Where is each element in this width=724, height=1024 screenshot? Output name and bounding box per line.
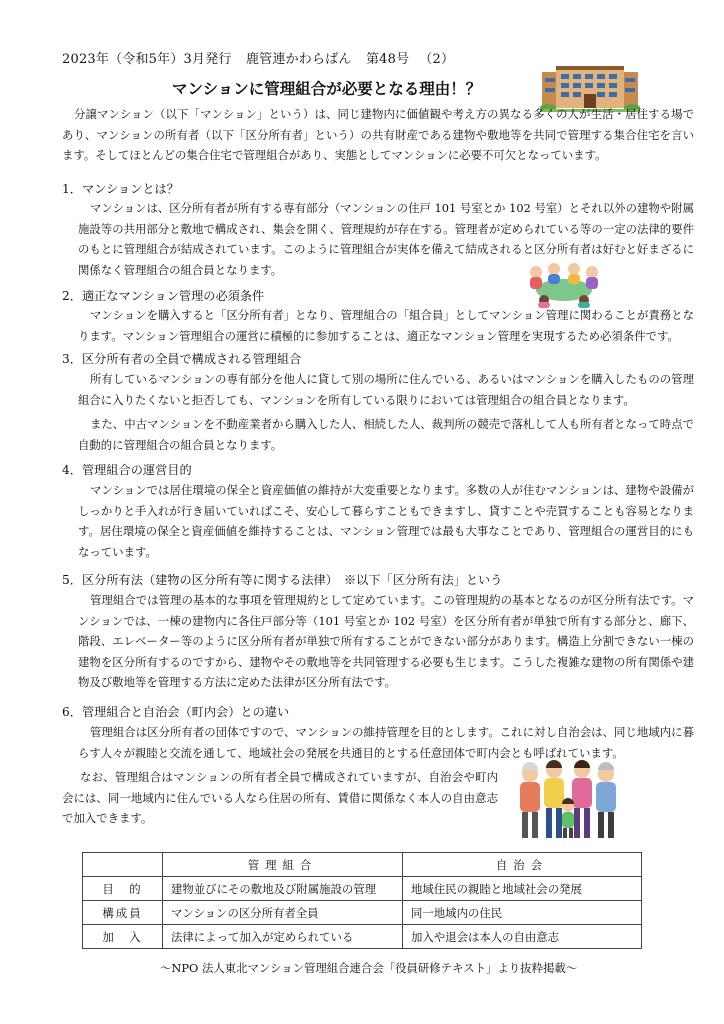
table-header-management-association: 管理組合 xyxy=(163,853,403,877)
table-cell: 同一地域内の住民 xyxy=(403,901,642,925)
section-3-paragraph-2: また、中古マンションを不動産業者から購入した人、相続した人、裁判所の競売で落札して人も所有者となって時点で自動的に管理組合の組合員となります。 xyxy=(78,417,694,452)
article-title: マンションに管理組合が必要となる理由！？ xyxy=(172,80,482,98)
table-cell: 法律によって加入が定められている xyxy=(163,925,403,949)
table-row xyxy=(83,925,642,949)
section-5-heading: 5．区分所有法（建物の区分所有等に関する法律） ※以下「区分所有法」という xyxy=(62,573,503,587)
section-1-heading: 1．マンションとは？ xyxy=(62,182,179,196)
table-cell: マンションの区分所有者全員 xyxy=(163,901,403,925)
table-cell: 建物並びにその敷地及び附属施設の管理 xyxy=(163,877,403,901)
table-cell: 加入や退会は本人の自由意志 xyxy=(403,925,642,949)
section-2-heading: 2．適正なマンション管理の必須条件 xyxy=(62,289,265,303)
source-credit: ～NPO 法人東北マンション管理組合連合会「役員研修テキスト」より抜粋掲載～ xyxy=(160,961,578,975)
row-label-members: 構成員 xyxy=(83,901,163,925)
comparison-table xyxy=(82,852,642,949)
page-number: （2） xyxy=(419,52,455,67)
section-5-paragraph: 管理組合では管理の基本的な事項を管理規約として定めています。この管理規約の基本となるのが区分所有法です。マンションでは、一棟の建物内に各住戸部分等（101 号室とか 102 号室）を区分所有者が単独で所有する部分と、廊下、階段、エレベーター等のように区分所有者が単独で所有することができない部分があります。構造上分割できない一棟の建物を区分所有するのですから、建物やその敷地等を共同管理する必要も生じます。こうした複雑な建物の所有関係や建物及び敷地等を管理する方法に定めた法律が区分所有法です。 xyxy=(78,593,694,690)
section-2-paragraph: マンションを購入すると「区分所有者」となり、管理組合の「組合員」としてマンション管理に関わることが責務となります。マンション管理組合の運営に積極的に参加することは、適正なマンション管理を実現するため必須条件です。 xyxy=(78,308,694,343)
section-6-paragraph-2: なお、管理組合はマンションの所有者全員で構成されていますが、自治会や町内会には、同一地域内に住んでいる人なら住居の所有、賃借に関係なく本人の自由意志で加入できます。 xyxy=(62,770,498,826)
table-header-blank xyxy=(83,853,163,877)
issue-date: 2023年（令和5年）3月発行 xyxy=(62,52,232,67)
meeting-group-icon xyxy=(522,262,606,308)
section-1-paragraph: マンションは、区分所有者が所有する専有部分（マンションの住戸 101 号室とか 102 号室）とそれ以外の建物や附属施設等の共用部分と敷地で構成され、集会を開く、管理規約が存在する。管理者が定められている等の一定の法律的要件のもとに管理組合が結成されています。このように管理組合が実体を備えて結成されると区分所有者は好むと好まざるに関係なく管理組合の組合員となります。 xyxy=(78,201,694,277)
section-4-paragraph: マンションでは居住環境の保全と資産価値の維持が大変重要となります。多数の人が住むマンションは、建物や設備がしっかりと手入れが行き届いていればこそ、安心して暮らすこともできますし、貸すことや売買することも容易となります。居住環境の保全と資産価値を維持することは、マンション管理では最も大事なことであり、管理組合の運営目的にもなっています。 xyxy=(78,483,694,559)
table-row xyxy=(83,877,642,901)
section-3-heading: 3．区分所有者の全員で構成される管理組合 xyxy=(62,352,302,366)
table-row xyxy=(83,901,642,925)
table-header-row xyxy=(83,853,642,877)
family-group-icon xyxy=(508,760,628,842)
section-6-heading: 6．管理組合と自治会（町内会）との違い xyxy=(62,705,290,719)
newsletter-name: 鹿管連かわらばん xyxy=(245,52,352,67)
table-cell: 地域住民の親睦と地域社会の発展 xyxy=(403,877,642,901)
section-6-paragraph-1: 管理組合は区分所有者の団体ですので、マンションの維持管理を目的とします。これに対し自治会は、同じ地域内に暮らす人々が親睦と交流を通して、地域社会の発展を共通目的とする任意団体で町内会とも呼ばれています。 xyxy=(78,725,694,760)
issue-number: 第48号 xyxy=(365,52,410,67)
section-3-paragraph-1: 所有しているマンションの専有部分を他人に貸して別の場所に住んでいる、あるいはマンションを購入したものの管理組合に入りたくないと拒否しても、マンションを所有している限りにおいては管理組合の組合員となります。 xyxy=(78,372,694,407)
row-label-membership: 加 入 xyxy=(83,925,163,949)
page-header xyxy=(62,48,464,67)
row-label-purpose: 目 的 xyxy=(83,877,163,901)
intro-paragraph: 分譲マンション（以下「マンション」という）は、同じ建物内に価値観や考え方の異なる多くの人が生活・居住する場であり、マンションの所有者（以下「区分所有者」という）の共有財産である建物や敷地等を共同で管理する集合住宅を言います。そしてほとんどの集合住宅で管理組合があり、実態としてマンションに必要不可欠となっています。 xyxy=(62,107,694,163)
section-4-heading: 4．管理組合の運営目的 xyxy=(62,463,192,477)
table-header-neighborhood-association: 自治会 xyxy=(403,853,642,877)
